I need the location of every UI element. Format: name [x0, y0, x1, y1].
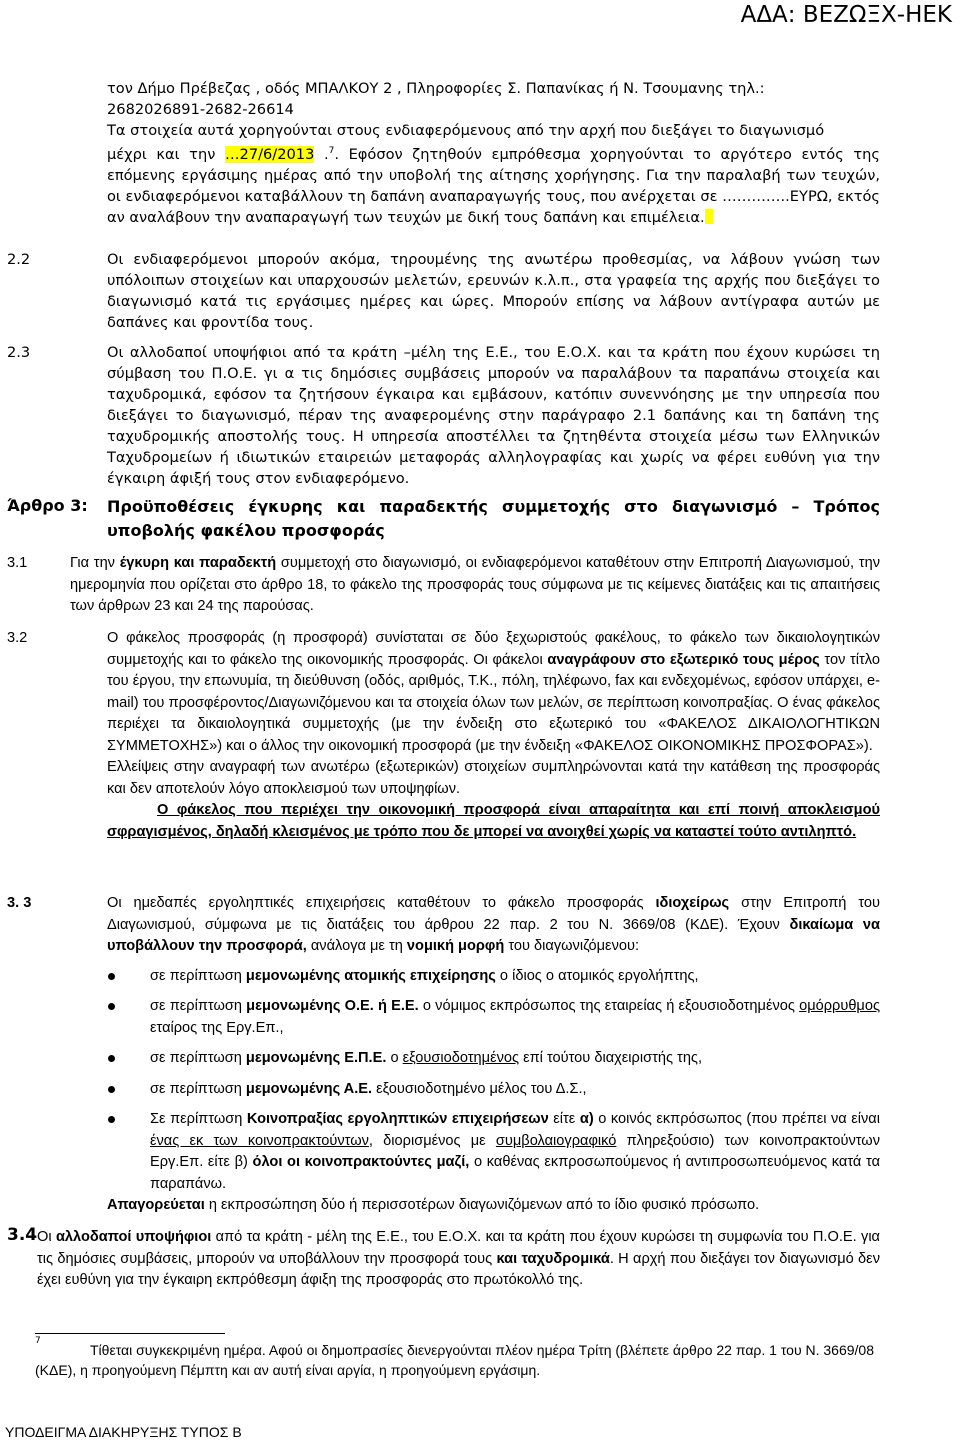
intro-rest: μέχρι και την …27/6/2013 .$^7$. Εφόσον ζητηθούν εμπρόθεσμα χορηγούνται το αργότερο εντός της επόμενης εργάσιμης ημέρας από την υποβολή της αίτησης χορήγησης. Για την παραλαβή των τευχών, οι ενδιαφερόμενοι καταβάλλουν τη δαπάνη αναπαραγωγής τους, που ανέρχεται σε …………..ΕΥΡΩ, εκτός αν αναλάβουν την αναπαραγωγή των τευχών με δική τους δαπάνη και επιμέλεια. [107, 145, 880, 226]
section-3-4-number: 3.4 [7, 1225, 38, 1245]
bullet-icon [108, 973, 115, 980]
intro-line-3: Τα στοιχεία αυτά χορηγούνται στους ενδιαφερόμενους από την αρχή που διεξάγει το διαγωνισμό [107, 122, 825, 139]
footnote-ref: 7 [328, 146, 335, 156]
section-2-2-number: 2.2 [7, 251, 31, 268]
forbidden-note: Απαγορεύεται η εκπροσώπηση δύο ή περισσοτέρων διαγωνιζόμενων από το ίδιο φυσικό πρόσωπο. [107, 1197, 760, 1213]
footnote-separator [35, 1333, 225, 1334]
section-3-3-number: 3. 3 [7, 895, 32, 911]
footnote-number: 7 [35, 1336, 41, 1346]
section-3-1-number: 3.1 [7, 555, 28, 571]
section-3-3-text: Οι ημεδαπές εργοληπτικές επιχειρήσεις καταθέτουν το φάκελο προσφοράς ιδιοχείρως στην Επιτροπή του Διαγωνισμού, σύμφωνα με τις διατάξεις του άρθρου 22 παρ. 2 του Ν. 3669/08 (ΚΔΕ). Έχουν δικαίωμα να υποβάλλουν την προσφορά, ανάλογα με τη νομική μορφή του διαγωνιζόμενου: σε περίπτωση μεμονωμένης ατομικής επιχείρησης ο ίδιος ο ατομικός εργολήπτης, σε περίπτωση μεμονωμένης Ο.Ε. ή Ε.Ε. ο νόμιμος εκπρόσωπος της εταιρείας ή εξουσιοδοτημένος ομόρρυθμος εταίρος της Εργ.Επ., σε περίπτωση μεμονωμένης Ε.Π.Ε. ο εξουσιοδοτημένος επί τούτου διαχειριστής της, σε περίπτωση μεμονωμένης Α.Ε. εξουσιοδοτημένο μέλος του Δ.Σ., Σε περίπτωση Κοινοπραξίας εργοληπτικών επιχειρήσεων είτε α) ο κοινός εκπρόσωπος (που πρέπει να είναι ένας εκ των κοινοπρακτούντων, διορισμένος με συμβολαιογραφικό πληρεξούσιο) των κοινοπρακτούντων Εργ.Επ. είτε β) όλοι οι κοινοπρακτούντες μαζί, ο καθένας εκπροσωπούμενος ή αντιπροσωπευόμενος κατά τα παραπάνω. Απαγορεύεται η εκπροσώπηση δύο ή περισσοτέρων διαγωνιζόμενων από το ίδιο φυσικό πρόσωπο. [107, 893, 880, 1217]
bullet-icon [108, 1003, 115, 1010]
section-2-3-text: Οι αλλοδαποί υποψήφιοι από τα κράτη –μέλη της Ε.Ε., του Ε.Ο.Χ. και τα κράτη που έχουν κυρώσει τη σύμβαση του Π.Ο.Ε. γι α τις δημόσιες συμβάσεις μπορούν να παραλάβουν τα παραπάνω στοιχεία και ταχυδρομικά, εφόσον τα ζητήσουν έγκαιρα και εμβάσουν, κατόπιν συνεννόησης με την υπηρεσία που διεξάγει το διαγωνισμό, πέραν της αναφερομένης στην παράγραφο 2.1 δαπάνης και τη δαπάνη της ταχυδρομικής αποστολής τους. Η υπηρεσία αποστέλλει τα ζητηθέντα στοιχεία μέσω των Ελληνικών Ταχυδρομείων ή ιδιωτικών εταιρειών μεταφοράς αλληλογραφίας και χωρίς να φέρει ευθύνη για την έγκαιρη άφιξή τους στον ενδιαφερόμενο. [107, 344, 880, 487]
section-3-2-number: 3.2 [7, 630, 28, 646]
bullet-icon [108, 1086, 115, 1093]
ada-code: ΑΔΑ: ΒΕΖΩΞΧ-ΗΕΚ [740, 2, 952, 28]
sealed-envelope-note: Ο φάκελος που περιέχει την οικονομική προσφορά είναι απαραίτητα και επί ποινή αποκλεισμού σφραγισμένος, δηλαδή κλεισμένος με τρόπο που δε μπορεί να ανοιχθεί χωρίς να καταστεί τούτο αντιληπτό. [107, 802, 880, 840]
highlighted-date: …27/6/2013 [224, 145, 315, 163]
section-3-2-text: Ο φάκελος προσφοράς (η προσφορά) συνίσταται σε δύο ξεχωριστούς φακέλους, το φάκελο των δικαιολογητικών συμμετοχής και το φάκελο της οικονομικής προσφοράς. Οι φάκελοι αναγράφουν στο εξωτερικό τους μέρος τον τίτλο του έργου, την επωνυμία, τη διεύθυνση (οδός, αριθμός, Τ.Κ., πόλη, τηλέφωνο, fax και ενδεχομένως, εφόσον υπάρχει, e-mail) του προσφέροντος/Διαγωνιζόμενου και τα στοιχεία όλων των μελών, σε περίπτωση κοινοπραξίας. Ο ένας φάκελος περιέχει τα δικαιολογητικά συμμετοχής (με την ένδειξη στο εξωτερικό του «ΦΑΚΕΛΟΣ ΔΙΚΑΙΟΛΟΓΗΤΙΚΩΝ ΣΥΜΜΕΤΟΧΗΣ») και ο άλλος την οικονομική προσφορά (με την ένδειξη «ΦΑΚΕΛΟΣ ΟΙΚΟΝΟΜΙΚΗΣ ΠΡΟΣΦΟΡΑΣ»). Ελλείψεις στην αναγραφή των ανωτέρω (εξωτερικών) στοιχείων συμπληρώνονται κατά την κατάθεση της προσφοράς και δεν αποτελούν λόγο αποκλεισμού των υποψηφίων. Ο φάκελος που περιέχει την οικονομική προσφορά είναι απαραίτητα και επί ποινή αποκλεισμού σφραγισμένος, δηλαδή κλεισμένος με τρόπο που δε μπορεί να ανοιχθεί χωρίς να καταστεί τούτο αντιληπτό. [107, 628, 880, 843]
section-3-1-text: Για την έγκυρη και παραδεκτή συμμετοχή στο διαγωνισμό, οι ενδιαφερόμενοι καταθέτουν στην Επιτροπή Διαγωνισμού, την ημερομηνία που ορίζεται στο άρθρο 18, το φάκελο της προσφοράς τους σύμφωνα με τις κείμενες διατάξεις και τις απαιτήσεις των άρθρων 23 και 24 της παρούσας. [70, 555, 880, 614]
intro-line-1: τον Δήμο Πρέβεζας , οδός ΜΠΑΛΚΟΥ 2 , Πληροφορίες Σ. Παπανίκας ή Ν. Τσουμανης τηλ.: [107, 80, 765, 97]
list-item: σε περίπτωση μεμονωμένης Α.Ε. εξουσιοδοτημένο μέλος του Δ.Σ., [107, 1079, 880, 1101]
section-2-3-number: 2.3 [7, 344, 31, 361]
list-item: σε περίπτωση μεμονωμένης Ο.Ε. ή Ε.Ε. ο νόμιμος εκπρόσωπος της εταιρείας ή εξουσιοδοτημένος ομόρρυθμος εταίρος της Εργ.Επ., [107, 996, 880, 1039]
list-item: σε περίπτωση μεμονωμένης ατομικής επιχείρησης ο ίδιος ο ατομικός εργολήπτης, [107, 966, 880, 988]
article-3-title: Προϋποθέσεις έγκυρης και παραδεκτής συμμετοχής στο διαγωνισμό – Τρόπος υποβολής φακέλου προσφοράς [107, 497, 880, 540]
section-2-2-text: Οι ενδιαφερόμενοι μπορούν ακόμα, τηρουμένης της ανωτέρω προθεσμίας, να λάβουν γνώση των υπόλοιπων στοιχείων και υπαρχουσών μελετών, ερευνών κ.λ.π., στα γραφεία της αρχής που διεξάγει το διαγωνισμό κατά τις εργάσιμες ημέρες και ώρες. Μπορούν επίσης να λάβουν αντίγραφα αυτών με δαπάνες και φροντίδα τους. [107, 251, 880, 331]
highlight-mark [705, 209, 713, 224]
list-item: Σε περίπτωση Κοινοπραξίας εργοληπτικών επιχειρήσεων είτε α) ο κοινός εκπρόσωπος (που πρέπει να είναι ένας εκ των κοινοπρακτούντων, διορισμένος με συμβολαιογραφικό πληρεξούσιο) των κοινοπρακτούντων Εργ.Επ. είτε β) όλοι οι κοινοπρακτούντες μαζί, ο καθένας εκπροσωπούμενος ή αντιπροσωπευόμενος κατά τα παραπάνω. [107, 1109, 880, 1195]
footnote-text: Τίθεται συγκεκριμένη ημέρα. Αφού οι δημοπρασίες διενεργούνται πλέον ημέρα Τρίτη (βλέπετε άρθρο 22 παρ. 1 του Ν. 3669/08 (ΚΔΕ), η προηγούμενη Πέμπτη και αν αυτή είναι αργία, η προηγούμενη εργάσιμη. [35, 1342, 874, 1378]
representation-list [107, 966, 880, 1196]
article-3-label: Άρθρο 3: [7, 496, 88, 515]
intro-paragraph [107, 78, 880, 228]
list-item: σε περίπτωση μεμονωμένης Ε.Π.Ε. ο εξουσιοδοτημένος επί τούτου διαχειριστής της, [107, 1048, 880, 1070]
section-3-4-text: Οι αλλοδαποί υποψήφιοι από τα κράτη - μέλη της Ε.Ε., του Ε.Ο.Χ. και τα κράτη που έχουν κυρώσει τη συμφωνία του Π.Ο.Ε. για τις δημόσιες συμβάσεις, μπορούν να υποβάλλουν την προσφορά τους και ταχυδρομικά. Η αρχή που διεξάγει τον διαγωνισμό δεν έχει ευθύνη για την έγκαιρη εκπρόθεσμη άφιξη της προσφοράς στο πρωτόκολλό της. [37, 1229, 880, 1288]
intro-line-2: 2682026891-2682-26614 [107, 101, 294, 118]
bullet-icon [108, 1055, 115, 1062]
bullet-icon [108, 1116, 115, 1123]
page-footer: ΥΠΟΔΕΙΓΜΑ ΔΙΑΚΗΡΥΞΗΣ ΤΥΠΟΣ Β [5, 1424, 242, 1440]
